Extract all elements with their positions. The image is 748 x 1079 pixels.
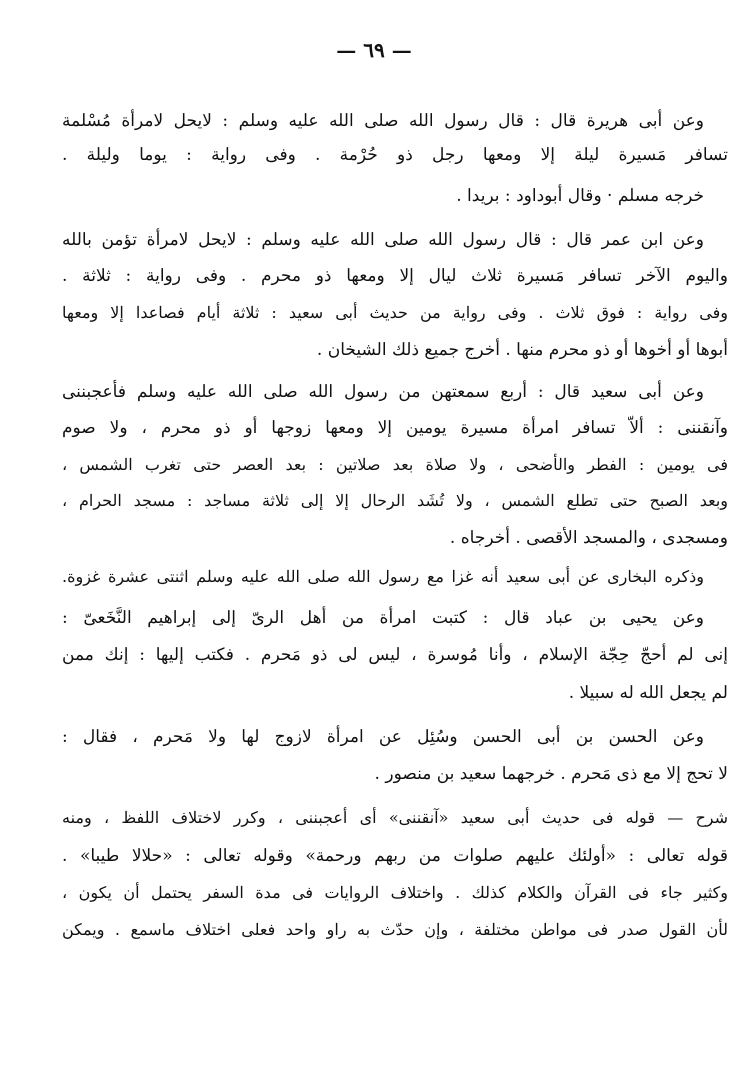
- text-line: واليوم الآخر تسافر مَسيرة ثلاث ليال إلا ومعها ذو محرم . وفى رواية : ثلاثة .: [62, 266, 728, 286]
- text-line: ومسجدى ، والمسجد الأقصى . أخرجاه .: [449, 528, 728, 548]
- text-line: لا تحج إلا مع ذى مَحرم . خرجهما سعيد بن منصور .: [374, 764, 728, 784]
- text-line: وعن أبى سعيد قال : أربع سمعتهن من رسول الله صلى الله عليه وسلم فأعجبننى: [62, 382, 704, 402]
- text-line: وبعد الصبح حتى تطلع الشمس ، ولا تُشَد الرحال إلا إلى ثلاثة مساجد : مسجد الحرام ،: [62, 491, 728, 510]
- text-line: إنى لم أحجّ حِجّة الإسلام ، وأنا مُوسرة ، ليس لى ذو مَحرم . فكتب إليها : إنك ممن: [62, 645, 728, 665]
- text-line: وعن ابن عمر قال : قال رسول الله صلى الله عليه وسلم : لايحل لامرأة تؤمن بالله: [62, 230, 704, 250]
- text-line: وآنقننى : ألاّ تسافر امرأة مسيرة يومين إلا ومعها زوجها أو ذو محرم ، ولا صوم: [62, 418, 728, 438]
- text-line: وفى رواية : فوق ثلاث . وفى رواية من حديث أبى سعيد : ثلاثة أيام فصاعدا إلا ومعها: [62, 303, 728, 322]
- text-line: لأن القول صدر فى مواطن مختلفة ، وإن حدّث به راو واحد فعلى اختلاف ماسمع . ويمكن: [62, 920, 728, 939]
- text-line: وعن أبى هريرة قال : قال رسول الله صلى الله عليه وسلم : لايحل لامرأة مُسْلمة: [62, 111, 704, 131]
- text-line: لم يجعل الله له سبيلا .: [568, 683, 728, 703]
- page-number: — ٦٩ —: [336, 38, 412, 62]
- text-line: وعن الحسن بن أبى الحسن وسُئِل عن امرأة لازوج لها ولا مَحرم ، فقال :: [62, 727, 704, 747]
- text-line: وذكره البخارى عن أبى سعيد أنه غزا مع رسول الله صلى الله عليه وسلم اثنتى عشرة غزوة.: [62, 567, 704, 586]
- text-line: خرجه مسلم · وقال أبوداود : بريدا .: [456, 186, 704, 206]
- text-line: تسافر مَسيرة ليلة إلا ومعها رجل ذو حُرْمة . وفى رواية : يوما وليلة .: [62, 145, 728, 165]
- text-line: فى يومين : الفطر والأضحى ، ولا صلاة بعد صلاتين : بعد العصر حتى تغرب الشمس ،: [62, 455, 728, 474]
- text-line: وكثير جاء فى القرآن والكلام كذلك . واختلاف الروايات فى مدة السفر يحتمل أن يكون ،: [62, 883, 728, 902]
- text-line: شرح — قوله فى حديث أبى سعيد «آنقننى» أى أعجبننى ، وكرر لاختلاف اللفظ ، ومنه: [62, 808, 728, 827]
- text-line: قوله تعالى : «أولئك عليهم صلوات من ربهم ورحمة» وقوله تعالى : «حلالا طيبا» .: [62, 846, 728, 866]
- text-line: وعن يحيى بن عباد قال : كتبت امرأة من أهل الرىّ إلى إبراهيم النَّخَعىّ :: [62, 608, 704, 628]
- text-line: أبوها أو أخوها أو ذو محرم منها . أخرج جميع ذلك الشيخان .: [316, 340, 728, 360]
